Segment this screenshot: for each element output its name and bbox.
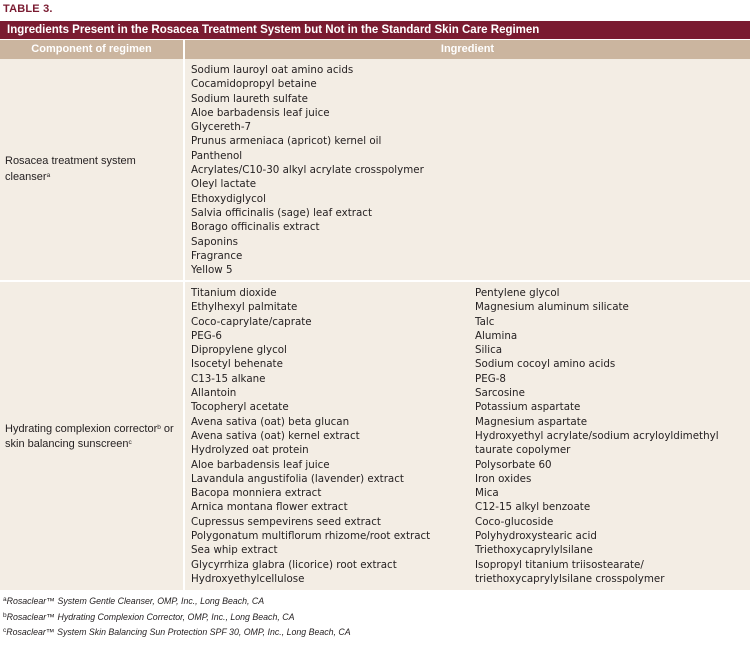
ingredient-item: Hydroxyethylcellulose xyxy=(191,572,305,585)
ingredient-item: Sodium lauroyl oat amino acids xyxy=(191,64,354,76)
footnote-mark: b xyxy=(3,611,7,619)
ingredient-item: Silica xyxy=(475,344,503,357)
ingredient-item: Salvia officinalis (sage) leaf extract xyxy=(191,206,372,219)
ingredient-item: Lavandula angustifolia (lavender) extract xyxy=(191,472,404,485)
table-row xyxy=(0,59,750,281)
ingredient-item: PEG-6 xyxy=(191,329,222,342)
ingredients-table xyxy=(0,40,750,590)
ingredient-item: Isopropyl titanium triisostearate/ xyxy=(475,558,644,571)
ingredient-item: triethoxycaprylylsilane crosspolymer xyxy=(475,572,665,585)
ingredient-item: Prunus armeniaca (apricot) kernel oil xyxy=(191,135,382,148)
ingredient-item: Titanium dioxide xyxy=(191,287,277,299)
ingredient-item: Polygonatum multiflorum rhizome/root extract xyxy=(191,530,431,543)
ingredient-item: Arnica montana flower extract xyxy=(191,501,348,514)
table-label: TABLE 3. xyxy=(3,3,53,15)
ingredient-item: Coco-caprylate/caprate xyxy=(191,315,312,328)
component-label-continued: or skin balancing sunscreen xyxy=(5,422,174,450)
component-label: Rosacea treatment system cleanser xyxy=(5,155,136,183)
table-title: Ingredients Present in the Rosacea Treatment System but Not in the Standard Skin Care Regimen xyxy=(0,21,750,39)
header-ingredient: Ingredient xyxy=(184,40,750,59)
ingredient-item: Cupressus sempevirens seed extract xyxy=(191,515,381,528)
component-cell xyxy=(0,59,184,281)
ingredient-item: Allantoin xyxy=(191,387,237,400)
ingredient-item: Sea whip extract xyxy=(191,544,278,557)
ingredient-item: Aloe barbadensis leaf juice xyxy=(191,106,330,119)
ingredient-item: taurate copolymer xyxy=(475,444,571,457)
table-row xyxy=(0,281,750,590)
footnote-text: Rosaclear™ System Skin Balancing Sun Protection SPF 30, OMP, Inc., Long Beach, CA xyxy=(6,627,351,638)
ingredient-item: Mica xyxy=(475,487,499,500)
ingredient-item: Acrylates/C10-30 alkyl acrylate crosspolymer xyxy=(191,164,424,177)
ingredient-item: Potassium aspartate xyxy=(475,401,581,414)
ingredient-item: Magnesium aspartate xyxy=(475,415,588,428)
ingredient-list xyxy=(185,59,750,277)
ingredient-item: Avena sativa (oat) beta glucan xyxy=(191,415,350,428)
header-row xyxy=(0,40,750,59)
ingredient-item: Glycyrrhiza glabra (licorice) root extract xyxy=(191,558,397,571)
header-component: Component of regimen xyxy=(0,40,184,59)
ingredient-item: Hydroxyethyl acrylate/sodium acryloyldimethyl xyxy=(475,429,719,442)
component-cell xyxy=(0,281,184,590)
footnote-mark: a xyxy=(3,596,7,603)
ingredient-item: Ethylhexyl palmitate xyxy=(191,301,298,314)
ingredient-item: Alumina xyxy=(475,329,518,342)
ingredient-item: Fragrance xyxy=(191,249,243,262)
ingredient-item: Bacopa monniera extract xyxy=(191,487,322,500)
footnote-mark: a xyxy=(46,171,51,179)
ingredient-item: Oleyl lactate xyxy=(191,178,257,191)
footnote-mark: c xyxy=(3,627,7,635)
ingredient-item: Aloe barbadensis leaf juice xyxy=(191,458,330,471)
ingredient-item: Isocetyl behenate xyxy=(191,358,283,371)
ingredient-item: Iron oxides xyxy=(475,472,532,485)
ingredient-item: Tocopheryl acetate xyxy=(191,401,289,414)
ingredient-item: Polyhydroxystearic acid xyxy=(475,530,597,543)
ingredient-item: Avena sativa (oat) kernel extract xyxy=(191,429,360,442)
ingredient-item: PEG-8 xyxy=(475,372,506,385)
ingredient-item: Coco-glucoside xyxy=(475,515,554,528)
ingredient-list xyxy=(469,282,750,586)
footnote xyxy=(3,593,750,609)
ingredient-item: Panthenol xyxy=(191,149,243,162)
footnote xyxy=(3,609,750,625)
ingredient-item: Polysorbate 60 xyxy=(475,458,552,471)
ingredient-list xyxy=(185,282,469,586)
ingredient-item: Yellow 5 xyxy=(191,264,233,277)
ingredient-item: C13-15 alkane xyxy=(191,372,266,385)
ingredient-item: Pentylene glycol xyxy=(475,287,560,299)
footnotes xyxy=(0,593,750,640)
ingredient-item: Cocamidopropyl betaine xyxy=(191,78,317,91)
ingredient-cell xyxy=(184,281,750,590)
ingredient-item: Hydrolyzed oat protein xyxy=(191,444,309,457)
ingredient-item: Glycereth-7 xyxy=(191,121,252,134)
footnote-text: Rosaclear™ Hydrating Complexion Corrector, OMP, Inc., Long Beach, CA xyxy=(6,611,295,622)
ingredient-item: C12-15 alkyl benzoate xyxy=(475,501,591,514)
ingredient-item: Triethoxycaprylylsilane xyxy=(475,544,593,557)
ingredient-item: Talc xyxy=(475,315,495,328)
ingredient-item: Dipropylene glycol xyxy=(191,344,287,357)
component-label: Hydrating complexion corrector xyxy=(5,422,158,435)
footnote-text: Rosaclear™ System Gentle Cleanser, OMP, Inc., Long Beach, CA xyxy=(6,596,265,606)
ingredient-item: Ethoxydiglycol xyxy=(191,192,266,205)
ingredient-item: Sodium laureth sulfate xyxy=(191,92,308,105)
ingredient-cell xyxy=(184,59,750,281)
ingredient-item: Saponins xyxy=(191,235,238,248)
ingredient-item: Borago officinalis extract xyxy=(191,221,320,234)
ingredient-item: Sarcosine xyxy=(475,387,525,400)
footnote-mark: b xyxy=(157,423,161,431)
ingredient-item: Sodium cocoyl amino acids xyxy=(475,358,616,371)
footnote xyxy=(3,624,750,640)
ingredient-item: Magnesium aluminum silicate xyxy=(475,301,629,314)
footnote-mark: c xyxy=(128,439,132,446)
